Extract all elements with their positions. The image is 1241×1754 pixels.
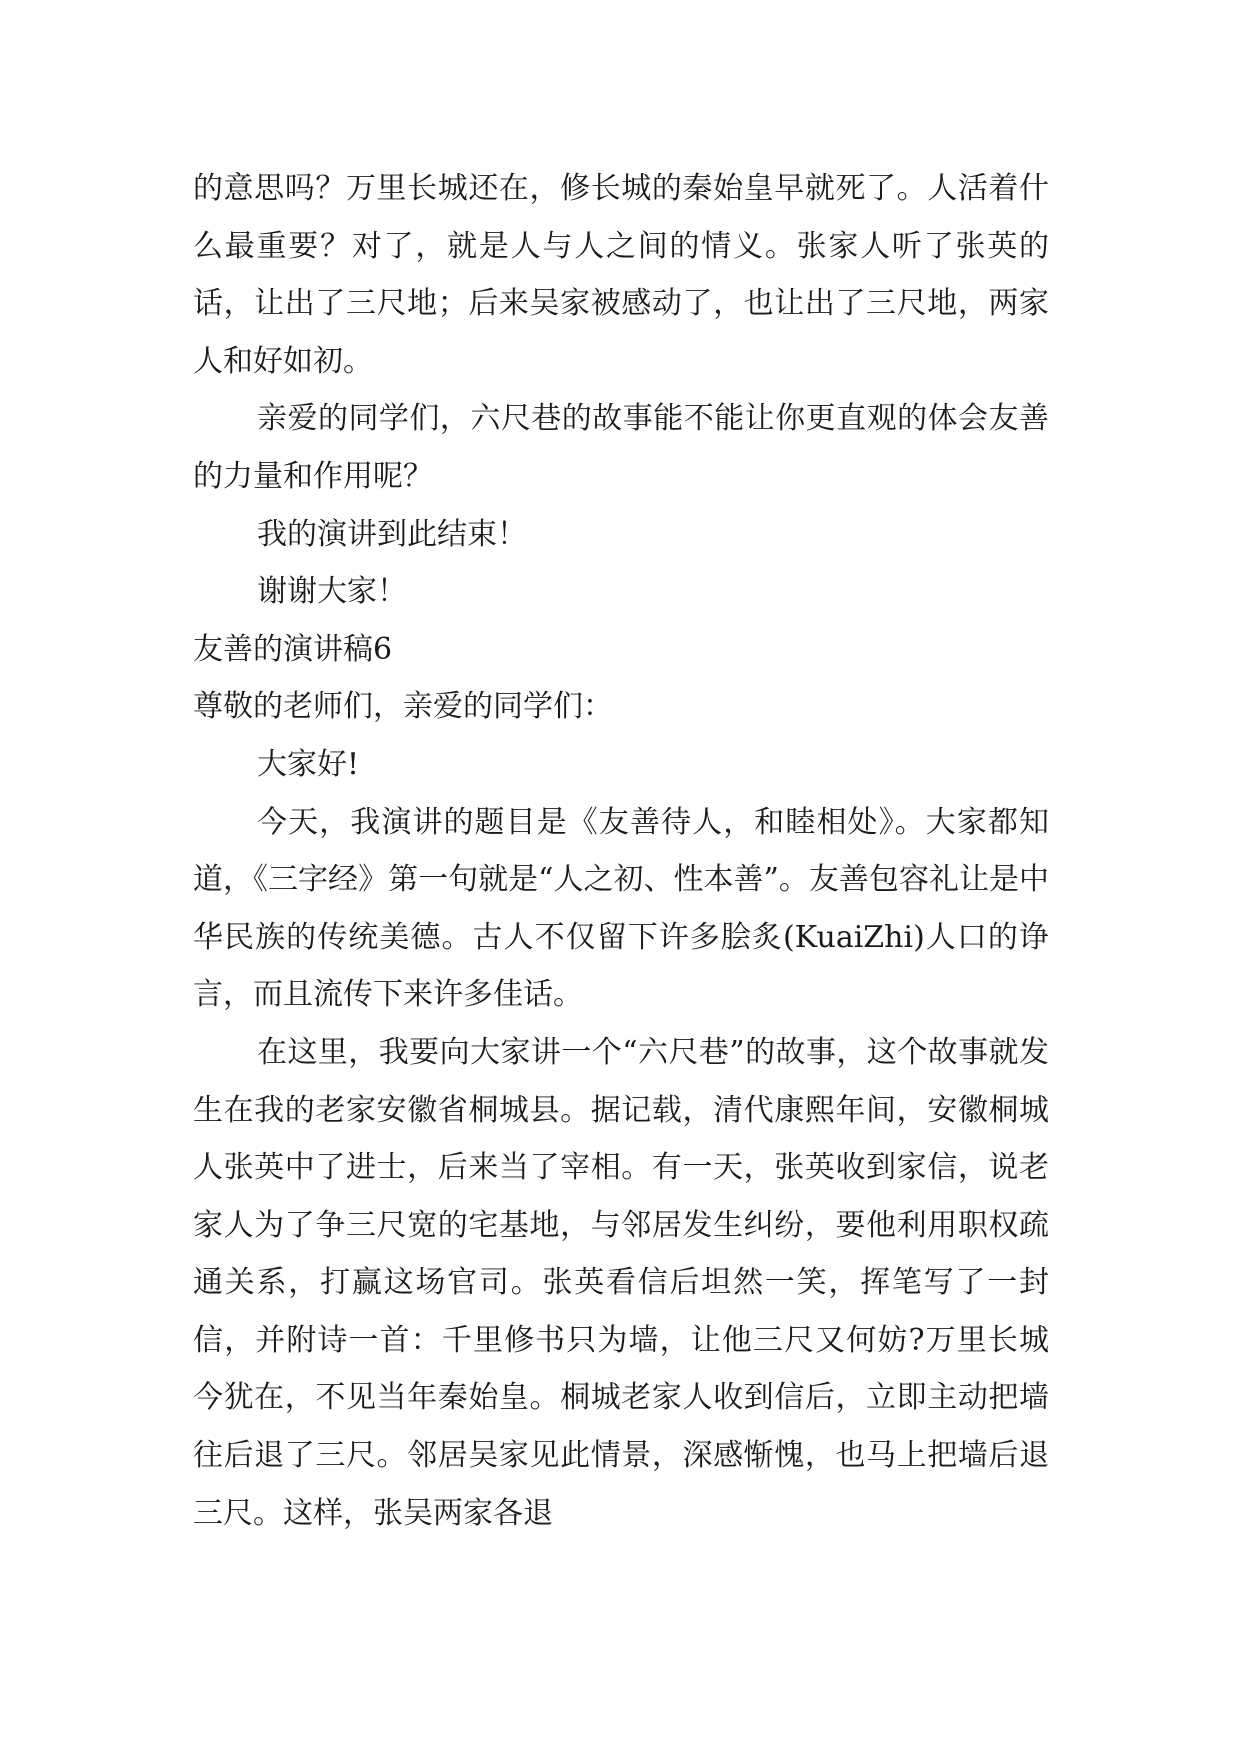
paragraph-six-foot-lane-story: 在这里，我要向大家讲一个“六尺巷”的故事，这个故事就发生在我的老家安徽省桐城县。据记载，清代康熙年间，安徽桐城人张英中了进士，后来当了宰相。有一天，张英收到家信，说老家人为了争三尺宽的宅基地，与邻居发生纠纷，要他利用职权疏通关系，打赢这场官司。张英看信后坦然一笑，挥笔写了一封信，并附诗一首：千里修书只为墙，让他三尺又何妨?万里长城今犹在，不见当年秦始皇。桐城老家人收到信后，立即主动把墙往后退了三尺。邻居吴家见此情景，深感惭愧，也马上把墙后退三尺。这样，张吴两家各退	[193, 1034, 1049, 1531]
paragraph-closing: 我的演讲到此结束！	[257, 516, 527, 552]
section-heading: 友善的演讲稿6	[193, 631, 393, 667]
paragraph-question: 亲爱的同学们，六尺巷的故事能不能让你更直观的体会友善的力量和作用呢？	[193, 401, 1049, 494]
paragraph-thanks: 谢谢大家！	[257, 574, 407, 610]
paragraph-greeting: 大家好!	[257, 746, 360, 782]
paragraph-story-ending: 的意思吗？万里长城还在，修长城的秦始皇早就死了。人活着什么最重要？对了，就是人与人之间的情义。张家人听了张英的话，让出了三尺地；后来吴家被感动了，也让出了三尺地，两家人和好如初。	[193, 171, 1049, 379]
document-body	[193, 160, 1049, 1542]
paragraph-salutation: 尊敬的老师们，亲爱的同学们：	[193, 689, 613, 725]
paragraph-topic: 今天，我演讲的题目是《友善待人，和睦相处》。大家都知道，《三字经》第一句就是“人之初、性本善”。友善包容礼让是中华民族的传统美德。古人不仅留下许多脍炙(KuaiZhi)人口的诤言，而且流传下来许多佳话。	[193, 804, 1049, 1013]
